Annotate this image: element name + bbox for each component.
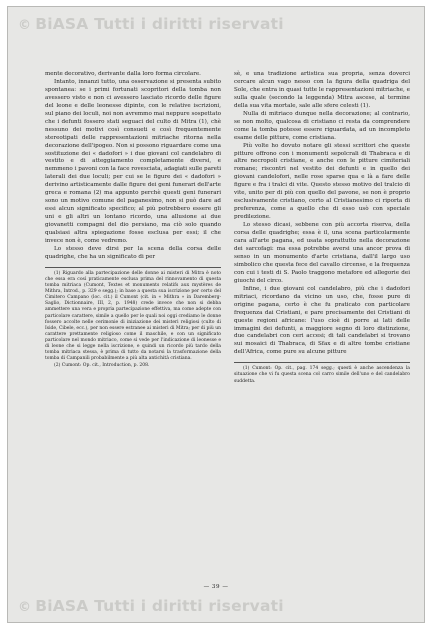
right-paragraph-1: sè, e una tradizione artistica sua propria, senza doverci cercare alcun vago nesso con la figura della quadriga del Sole, che entra in quasi tutte le rappresentazioni mitriache, e sulla quale (secondo la leggenda) Mitra ascese, al termine della sua vita mortale, sale alle sfere celesti (1). [234, 71, 410, 109]
left-paragraph-2: Intanto, innanzi tutto, una osservazione si presenta subito spontanea: se i primi fortunati scopritori della tomba non avessero visto e non ci avessero lasciato ricordo delle figure del leone e delle leonesse dipinte, con le relative iscrizioni, sul piano dei loculi, noi non avremmo mai neppure sospettato che i defunti fossero stati seguaci del culto di Mitra (1), chè nessuno dei motivi così consueti e così frequentemente stereotipati delle rappresentazioni mitriache ritorna nella decorazione dell'ipogeo. Non si possono riguardare come una sostituzione dei « dadofori » i due giovani col candelabro di vestito e di atteggiamento completamente diversi, e nemmeno i pavoni con la face rovesciata, adagiati sulle pareti laterali dei due loculi; per cui se le figure dei « dadofori » derivino artisticamente dalle figure dei geni funerari dell'arte greca e romana (2) ma appunto perchè questi geni funerari sono un motivo comune del paganesimo, non si può dare ad essi alcun significato specifico; al più potrebbero essere gli uni e gli altri un lontano ricordo, una allusione ai due giovanetti compagni del dio persiano, ma ciò solo quando qualsiasi altra spiegazione fosse esclusa per essi; il che invece non è, come vedremo. [45, 78, 221, 245]
footnote-right-1: (1) Cumont: Op. cit., pag. 174 segg.; questi è anche ascendenza la situazione che vi fu questa scena col carro simile dell'uno e del candelabro suddetta. [234, 366, 410, 384]
right-paragraph-2: Nulla di mitriaco dunque nella decorazione; al contrario, se non molto, qualcosa di cristiano ci resta da comprendere come la tomba potesse essere riguardata, ad un incompleto esame delle pitture, come cristiana. [234, 110, 410, 141]
right-paragraph-4: Lo stesso dicasi, sebbene con più accorta riserva, della corsa delle quadrighe; essa è il, una scena particolarmente cara all'arte pagana, ed usata soprattutto nella decorazione dei sarcofagi: ma essa potrebbe aversi una ancor prova di senso in un monumento d'arte cristiana, dall'il largo uso simbolico che questa fece del cavallo circense, e la frequenza con cui i testi di S. Paolo traggono metafore ed allegorie dei giuochi del circo. [234, 222, 410, 284]
copyright-icon: © [18, 18, 32, 33]
right-column [234, 71, 410, 386]
footnote-2: (2) Cumont: Op. cit., Introduction, p. 208. [54, 363, 150, 369]
copyright-icon-bottom: © [18, 600, 32, 615]
watermark-bottom [18, 597, 284, 615]
left-paragraph-3: Lo stesso deve dirsi per la scena della corsa delle quadrighe, che ha un significato di per [45, 245, 221, 260]
watermark-bottom-text: BiASA Tutti i diritti riservati [35, 597, 284, 615]
page-number: — 39 — [203, 584, 229, 590]
footnote-1: (1) Riguardo alla partecipazione delle donne ai misteri di Mitra è noto che essa era così praticamente esclusa prima del rinnovamento di questa tomba mitriaca (Cumont, Textes et monuments relatifs aux mystères de Mithra, Introd., p. 329 e segg.); in base a questa sua iscrizione per certo del Cimitero Campano (loc. cit.) il Cumont (cit. in « Mithra » in Daremberg-Saglio, Dictionnaire, III, 2, p. 1948) crede invece che non si debba ammettere una vera e propria partecipazione effettiva, ma come adepte con particolare carattere, simile a quello per le quali noi oggi crediamo le donne fossero accolte nelle cerimonie di iniziazione dei misteri religiosi (culto di Iside, Cibele, ecc.), per non essere estranee ai misteri di Mitra; per di più un carattere prettamente religioso come il maschile, e con un significato particolare nel mondo mitriaco, come si vede per l'indicazione di leonesse e di leone che si legge nella iscrizione, e quindi un ricordo più tardo della tomba mitriaca stessa, è prima di tutto da notarsi la trasformazione della tomba di Campanili probabilmente a più alta antichità cristiana. [45, 270, 221, 362]
watermark-top [18, 15, 284, 33]
right-footnotes [234, 362, 410, 384]
right-paragraph-5: Infine, i due giovani col candelabro, più che i dadofori mitriaci, ricordano da vicino un uso, che, fosse pure di origine pagana, certo è che fu praticato con particolare frequenza dai Cristiani, e pare precisamente dei Cristiani di queste regioni africane: l'uso cioè di porre ai lati delle immagini dei defunti, a maggiore segno di loro distinzione, due candelabri con ceri accesi; di tali candelabri si trovano sui mosaici di Thabraca, di Sfax e di altre tombe cristiane dell'Africa, come pure su alcune pitture [234, 285, 410, 356]
left-footnotes [45, 267, 221, 370]
right-paragraph-3: Più volte ho dovuto notare gli stessi scrittori che queste pitture offrono con i monumenti sepolcrali di Thabraca e di altre necropoli cristiane, e anche con le pitture cimiteriali romane; riscontri nel vestito dei defunti e in quello dei giovani candelofori, nelle rose sparse qua e là a fare delle figure e fra i tralci di vite. Questo stesso motivo del tralcio di vite, unito per di più con quello del pavone, se non è proprio esclusivamente cristiano, certo al Cristianesimo ci riporta di preferenza, come a quello che di esso usò con speciale predilezione. [234, 142, 410, 221]
scanned-page [7, 6, 425, 623]
watermark-top-text: BiASA Tutti i diritti riservati [35, 15, 284, 33]
left-column [45, 71, 221, 370]
left-paragraph-1: mente decorativo, derivante dalla loro forma circolare. [45, 71, 201, 77]
